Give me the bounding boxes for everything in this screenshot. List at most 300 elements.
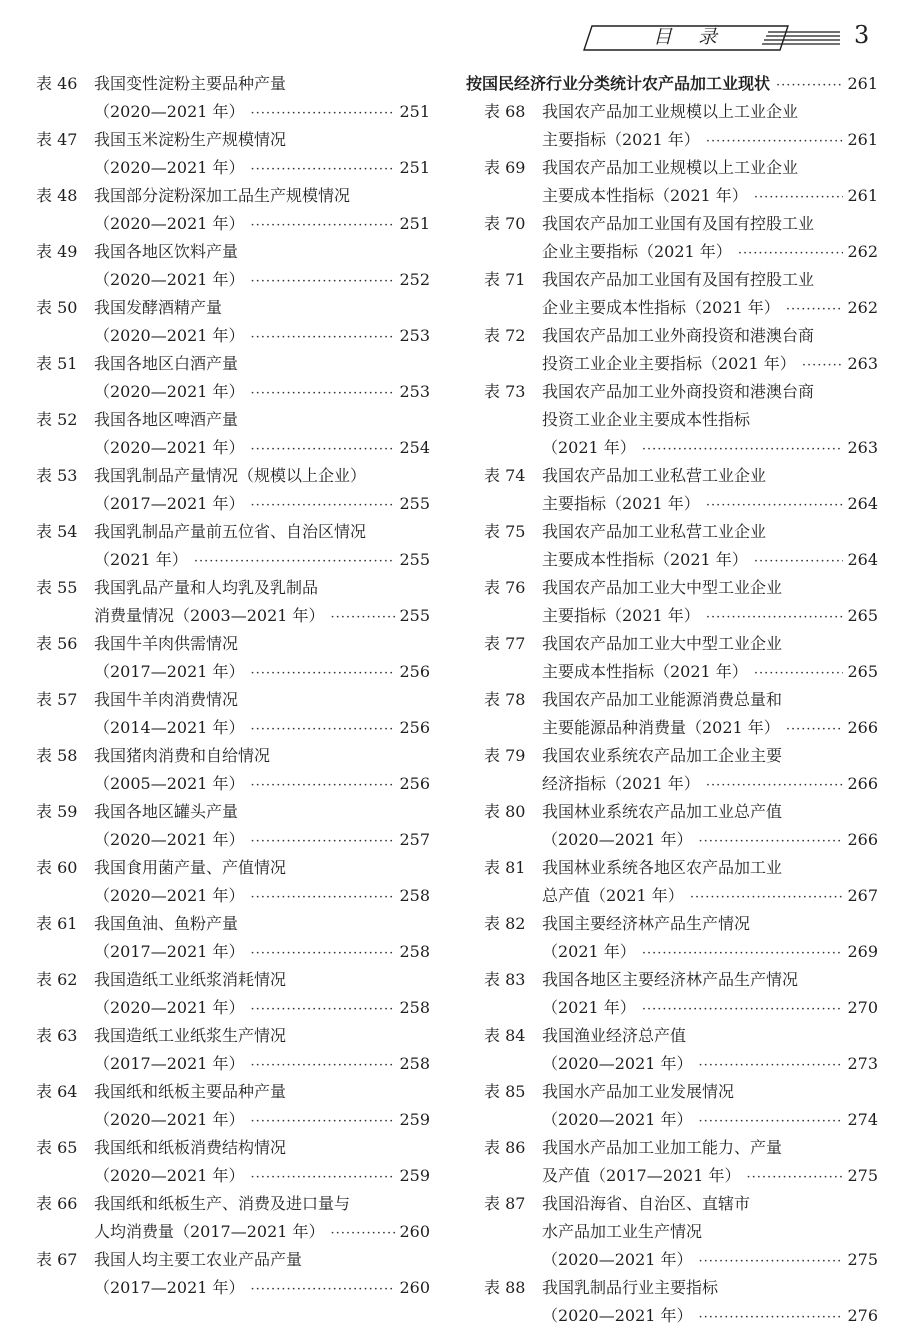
entry-page-number: 256 [399, 718, 430, 737]
entry-page-number: 261 [847, 130, 878, 149]
toc-entry[interactable] [36, 630, 430, 686]
entry-title-text: 我国林业系统各地区农产品加工业 [542, 858, 783, 877]
dot-leader [699, 1052, 844, 1080]
entry-title-text: 我国农产品加工业大中型工业企业 [542, 634, 783, 653]
dot-leader [331, 604, 396, 632]
dot-leader [251, 884, 396, 912]
entry-line [94, 210, 430, 238]
entry-title-text: （2017—2021 年） [94, 1054, 245, 1073]
table-number: 表 46 [36, 74, 78, 93]
entry-line [542, 602, 878, 630]
entry-title-text: 我国各地区白酒产量 [94, 354, 239, 373]
entry-line [542, 154, 878, 182]
entry-title-text: 我国各地区啤酒产量 [94, 410, 239, 429]
dot-leader [251, 1276, 396, 1304]
toc-entry[interactable] [36, 910, 430, 966]
entry-line [542, 1050, 878, 1078]
table-number: 表 61 [36, 914, 78, 933]
toc-entry[interactable] [36, 798, 430, 854]
entry-page-number: 258 [399, 1054, 430, 1073]
toc-entry[interactable] [36, 462, 430, 518]
toc-right-column [466, 70, 878, 1330]
entry-title-text: （2020—2021 年） [94, 438, 245, 457]
entry-title-text: 主要成本性指标（2021 年） [542, 186, 748, 205]
entry-title-text: （2020—2021 年） [542, 1054, 693, 1073]
entry-line [542, 294, 878, 322]
entry-line [542, 854, 878, 882]
toc-entry[interactable] [484, 630, 878, 686]
entry-line [542, 1162, 878, 1190]
entry-page-number: 254 [399, 438, 430, 457]
section-title: 按国民经济行业分类统计农产品加工业现状 [466, 74, 771, 93]
entry-page-number: 262 [847, 298, 878, 317]
entry-line [94, 826, 430, 854]
toc-entry[interactable] [484, 462, 878, 518]
dot-leader [786, 716, 844, 744]
table-number: 表 47 [36, 130, 78, 149]
entry-line [94, 490, 430, 518]
dot-leader [194, 548, 396, 576]
entry-line [94, 406, 430, 434]
toc-entry[interactable] [36, 1190, 430, 1246]
toc-entry[interactable] [36, 182, 430, 238]
dot-leader [251, 1052, 396, 1080]
entry-line [94, 1218, 430, 1246]
entry-line [94, 882, 430, 910]
entry-title-text: 我国发酵酒精产量 [94, 298, 223, 317]
entry-page-number: 274 [847, 1110, 878, 1129]
entry-title-text: 主要成本性指标（2021 年） [542, 550, 748, 569]
table-number: 表 72 [484, 326, 526, 345]
entry-title-text: （2020—2021 年） [542, 1110, 693, 1129]
entry-page-number: 253 [399, 382, 430, 401]
entry-title-text: （2020—2021 年） [94, 326, 245, 345]
entry-page-number: 262 [847, 242, 878, 261]
entry-title-text: 人均消费量（2017—2021 年） [94, 1222, 325, 1241]
toc-entry[interactable] [36, 406, 430, 462]
entry-page-number: 273 [847, 1054, 878, 1073]
toc-entry[interactable] [484, 798, 878, 854]
entry-title-text: （2021 年） [542, 942, 636, 961]
entry-page-number: 265 [847, 606, 878, 625]
entry-line [94, 1162, 430, 1190]
entry-title-text: 我国农业系统农产品加工企业主要 [542, 746, 783, 765]
entry-line [542, 266, 878, 294]
entry-title-text: 消费量情况（2003—2021 年） [94, 606, 325, 625]
toc-entry[interactable] [484, 1078, 878, 1134]
entry-title-text: （2020—2021 年） [94, 1166, 245, 1185]
toc-entry[interactable] [484, 378, 878, 462]
table-number: 表 73 [484, 382, 526, 401]
entry-line [542, 322, 878, 350]
entry-title-text: 我国主要经济林产品生产情况 [542, 914, 751, 933]
entry-line [542, 910, 878, 938]
entry-title-text: 主要能源品种消费量（2021 年） [542, 718, 780, 737]
entry-title-text: （2020—2021 年） [94, 214, 245, 233]
table-number: 表 71 [484, 270, 526, 289]
dot-leader [251, 1108, 396, 1136]
entry-line [542, 1274, 878, 1302]
entry-line [94, 1050, 430, 1078]
dot-leader [251, 1164, 396, 1192]
entry-title-text: （2021 年） [542, 438, 636, 457]
entry-line [542, 378, 878, 406]
table-number: 表 60 [36, 858, 78, 877]
entry-line [542, 350, 878, 378]
entry-line [542, 182, 878, 210]
entry-line [94, 126, 430, 154]
table-number: 表 62 [36, 970, 78, 989]
entry-title-text: 我国乳制品产量前五位省、自治区情况 [94, 522, 367, 541]
table-number: 表 64 [36, 1082, 78, 1101]
entry-title-text: 企业主要成本性指标（2021 年） [542, 298, 780, 317]
entry-title-text: 我国农产品加工业大中型工业企业 [542, 578, 783, 597]
dot-leader [699, 1304, 844, 1332]
toc-entry[interactable] [484, 98, 878, 154]
entry-line [542, 1022, 878, 1050]
entry-line [94, 238, 430, 266]
toc-entry[interactable] [484, 1022, 878, 1078]
entry-title-text: （2017—2021 年） [94, 942, 245, 961]
entry-page-number: 263 [847, 438, 878, 457]
dot-leader [706, 772, 844, 800]
table-number: 表 79 [484, 746, 526, 765]
entry-page-number: 261 [847, 186, 878, 205]
entry-title-text: （2020—2021 年） [94, 998, 245, 1017]
table-number: 表 88 [484, 1278, 526, 1297]
dot-leader [754, 660, 844, 688]
toc-entry[interactable] [36, 1022, 430, 1078]
table-number: 表 59 [36, 802, 78, 821]
entry-title-text: 我国水产品加工业加工能力、产量 [542, 1138, 783, 1157]
entry-title-text: 及产值（2017—2021 年） [542, 1166, 741, 1185]
table-number: 表 77 [484, 634, 526, 653]
entry-title-text: （2021 年） [542, 998, 636, 1017]
entry-page-number: 258 [399, 886, 430, 905]
table-number: 表 84 [484, 1026, 526, 1045]
entry-line [542, 574, 878, 602]
entry-line [94, 602, 430, 630]
entry-title-text: 主要指标（2021 年） [542, 606, 700, 625]
toc-entry[interactable] [36, 854, 430, 910]
entry-line [542, 770, 878, 798]
entry-line [94, 70, 430, 98]
entry-line [542, 546, 878, 574]
dot-leader [699, 828, 844, 856]
entry-line [542, 1106, 878, 1134]
table-number: 表 52 [36, 410, 78, 429]
table-number: 表 82 [484, 914, 526, 933]
dot-leader [690, 884, 844, 912]
entry-title-text: 企业主要指标（2021 年） [542, 242, 732, 261]
entry-line [94, 154, 430, 182]
table-number: 表 85 [484, 1082, 526, 1101]
entry-title-text: （2020—2021 年） [94, 830, 245, 849]
entry-page-number: 260 [399, 1222, 430, 1241]
entry-title-text: （2020—2021 年） [94, 1110, 245, 1129]
entry-line [94, 938, 430, 966]
entry-title-text: 我国各地区罐头产量 [94, 802, 239, 821]
toc-entry[interactable] [36, 294, 430, 350]
entry-title-text: 我国部分淀粉深加工品生产规模情况 [94, 186, 351, 205]
entry-title-text: 我国乳制品行业主要指标 [542, 1278, 719, 1297]
table-number: 表 78 [484, 690, 526, 709]
entry-page-number: 253 [399, 326, 430, 345]
toc-entry[interactable] [484, 574, 878, 630]
running-header [578, 18, 878, 58]
entry-title-text: 我国食用菌产量、产值情况 [94, 858, 287, 877]
entry-page-number: 266 [847, 718, 878, 737]
entry-page-number: 266 [847, 774, 878, 793]
entry-line [542, 462, 878, 490]
entry-line [94, 350, 430, 378]
dot-leader [251, 660, 396, 688]
entry-title-text: 我国渔业经济总产值 [542, 1026, 687, 1045]
toc-entry[interactable] [484, 966, 878, 1022]
toc-entry[interactable] [484, 266, 878, 322]
toc-entry[interactable] [36, 70, 430, 126]
entry-page-number: 265 [847, 662, 878, 681]
entry-line [94, 434, 430, 462]
entry-title-text: （2020—2021 年） [542, 830, 693, 849]
entry-page-number: 259 [399, 1166, 430, 1185]
dot-leader [331, 1220, 396, 1248]
entry-line [94, 658, 430, 686]
toc-entry[interactable] [36, 518, 430, 574]
toc-entry[interactable] [36, 1134, 430, 1190]
toc-entry[interactable] [484, 910, 878, 966]
entry-line [94, 462, 430, 490]
entry-line [542, 1078, 878, 1106]
toc-entry[interactable] [484, 322, 878, 378]
entry-title-text: 我国变性淀粉主要品种产量 [94, 74, 287, 93]
entry-page-number: 263 [847, 354, 878, 373]
table-number: 表 53 [36, 466, 78, 485]
entry-title-text: （2020—2021 年） [94, 158, 245, 177]
entry-title-text: （2021 年） [94, 550, 188, 569]
dot-leader [251, 156, 396, 184]
entry-title-text: （2005—2021 年） [94, 774, 245, 793]
entry-line [94, 1078, 430, 1106]
entry-line [94, 266, 430, 294]
entry-page-number: 255 [399, 494, 430, 513]
entry-line [542, 798, 878, 826]
entry-line [542, 490, 878, 518]
table-number: 表 74 [484, 466, 526, 485]
entry-page-number: 251 [399, 102, 430, 121]
entry-line [94, 518, 430, 546]
toc-entry[interactable] [36, 1246, 430, 1302]
entry-line [542, 98, 878, 126]
entry-title-text: 我国各地区饮料产量 [94, 242, 239, 261]
table-number: 表 70 [484, 214, 526, 233]
entry-line [542, 686, 878, 714]
toc-entry[interactable] [484, 210, 878, 266]
entry-line [542, 434, 878, 462]
toc-entry[interactable] [36, 686, 430, 742]
entry-title-text: （2020—2021 年） [542, 1250, 693, 1269]
entry-title-text: （2020—2021 年） [542, 1306, 693, 1325]
entry-page-number: 267 [847, 886, 878, 905]
toc-entry[interactable] [484, 854, 878, 910]
entry-title-text: （2020—2021 年） [94, 886, 245, 905]
toc-entry[interactable] [484, 1134, 878, 1190]
dot-leader [754, 548, 844, 576]
dot-leader [699, 1248, 844, 1276]
entry-title-text: 我国农产品加工业私营工业企业 [542, 466, 767, 485]
entry-page-number: 255 [399, 606, 430, 625]
entry-title-text: 我国纸和纸板生产、消费及进口量与 [94, 1194, 351, 1213]
dot-leader [642, 996, 844, 1024]
entry-line [542, 658, 878, 686]
entry-page-number: 260 [399, 1278, 430, 1297]
entry-page-number: 256 [399, 774, 430, 793]
table-number: 表 68 [484, 102, 526, 121]
toc-entry[interactable] [36, 1078, 430, 1134]
table-number: 表 67 [36, 1250, 78, 1269]
entry-title-text: 我国农产品加工业规模以上工业企业 [542, 102, 799, 121]
dot-leader [251, 268, 396, 296]
toc-entry[interactable] [36, 238, 430, 294]
entry-line [542, 938, 878, 966]
entry-line [542, 518, 878, 546]
entry-title-text: 我国玉米淀粉生产规模情况 [94, 130, 287, 149]
table-number: 表 83 [484, 970, 526, 989]
toc-entry[interactable] [36, 574, 430, 630]
entry-line [94, 686, 430, 714]
toc-entry[interactable] [484, 1274, 878, 1330]
entry-title-text: 投资工业企业主要指标（2021 年） [542, 354, 796, 373]
dot-leader [706, 128, 844, 156]
entry-line [94, 714, 430, 742]
entry-line [542, 630, 878, 658]
entry-title-text: 主要指标（2021 年） [542, 494, 700, 513]
entry-page-number: 255 [399, 550, 430, 569]
table-number: 表 56 [36, 634, 78, 653]
entry-line [94, 294, 430, 322]
entry-line [94, 182, 430, 210]
entry-line [542, 714, 878, 742]
entry-page-number: 266 [847, 830, 878, 849]
dot-leader [754, 184, 844, 212]
dot-leader [251, 492, 396, 520]
entry-page-number: 264 [847, 550, 878, 569]
table-number: 表 65 [36, 1138, 78, 1157]
entry-title-text: 经济指标（2021 年） [542, 774, 700, 793]
dot-leader [706, 492, 844, 520]
entry-line [94, 910, 430, 938]
entry-page-number: 258 [399, 998, 430, 1017]
entry-page-number: 269 [847, 942, 878, 961]
table-number: 表 86 [484, 1138, 526, 1157]
dot-leader [251, 212, 396, 240]
entry-line [94, 630, 430, 658]
entry-line [542, 1190, 878, 1218]
entry-page-number: 276 [847, 1306, 878, 1325]
entry-title-text: 我国农产品加工业规模以上工业企业 [542, 158, 799, 177]
toc-entry[interactable] [484, 1190, 878, 1274]
entry-line [542, 742, 878, 770]
toc-entry[interactable] [484, 154, 878, 210]
entry-line [94, 1246, 430, 1274]
entry-line [94, 798, 430, 826]
toc-right-entries [466, 98, 878, 1330]
entry-title-text: 我国人均主要工农业产品产量 [94, 1250, 303, 1269]
entry-line [94, 1106, 430, 1134]
entry-title-text: 主要成本性指标（2021 年） [542, 662, 748, 681]
table-number: 表 51 [36, 354, 78, 373]
entry-page-number: 252 [399, 270, 430, 289]
entry-line [542, 1302, 878, 1330]
entry-title-text: 我国纸和纸板主要品种产量 [94, 1082, 287, 1101]
entry-title-text: 我国各地区主要经济林产品生产情况 [542, 970, 799, 989]
entry-title-text: （2017—2021 年） [94, 494, 245, 513]
toc-entry[interactable] [484, 518, 878, 574]
entry-page-number: 256 [399, 662, 430, 681]
entry-title-text: 我国造纸工业纸浆消耗情况 [94, 970, 287, 989]
entry-line [542, 238, 878, 266]
dot-leader [251, 100, 396, 128]
entry-title-text: 我国水产品加工业发展情况 [542, 1082, 735, 1101]
toc-entry[interactable] [484, 686, 878, 742]
entry-title-text: 我国鱼油、鱼粉产量 [94, 914, 239, 933]
dot-leader [642, 436, 844, 464]
entry-title-text: 我国猪肉消费和自给情况 [94, 746, 271, 765]
entry-title-text: （2017—2021 年） [94, 1278, 245, 1297]
dot-leader [706, 604, 844, 632]
toc-entry[interactable] [36, 742, 430, 798]
entry-line [94, 322, 430, 350]
entry-line [542, 210, 878, 238]
entry-page-number: 259 [399, 1110, 430, 1129]
toc-section-heading[interactable] [466, 70, 878, 98]
table-number: 表 69 [484, 158, 526, 177]
entry-line [94, 1134, 430, 1162]
dot-leader [747, 1164, 844, 1192]
toc-entry[interactable] [484, 742, 878, 798]
entry-line [94, 770, 430, 798]
entry-line [94, 966, 430, 994]
toc-left-column [36, 70, 430, 1302]
toc-entry[interactable] [36, 966, 430, 1022]
entry-title-text: 我国牛羊肉消费情况 [94, 690, 239, 709]
entry-title-text: （2020—2021 年） [94, 382, 245, 401]
table-number: 表 66 [36, 1194, 78, 1213]
entry-page-number: 275 [847, 1250, 878, 1269]
entry-title-text: 投资工业企业主要成本性指标 [542, 410, 751, 429]
entry-line [94, 994, 430, 1022]
table-number: 表 50 [36, 298, 78, 317]
entry-title-text: （2014—2021 年） [94, 718, 245, 737]
toc-entry[interactable] [36, 126, 430, 182]
entry-title-text: 我国林业系统农产品加工业总产值 [542, 802, 783, 821]
entry-line [94, 1190, 430, 1218]
table-number: 表 54 [36, 522, 78, 541]
entry-page-number: 257 [399, 830, 430, 849]
page-number: 3 [854, 21, 870, 49]
entry-page-number: 264 [847, 494, 878, 513]
entry-line [94, 742, 430, 770]
header-title: 目录 [652, 26, 743, 48]
entry-line [542, 1246, 878, 1274]
table-number: 表 80 [484, 802, 526, 821]
entry-line [542, 1134, 878, 1162]
entry-line [542, 826, 878, 854]
toc-entry[interactable] [36, 350, 430, 406]
entry-title-text: 我国乳制品产量情况（规模以上企业） [94, 466, 367, 485]
section-page-number: 261 [847, 74, 878, 93]
entry-line [542, 994, 878, 1022]
